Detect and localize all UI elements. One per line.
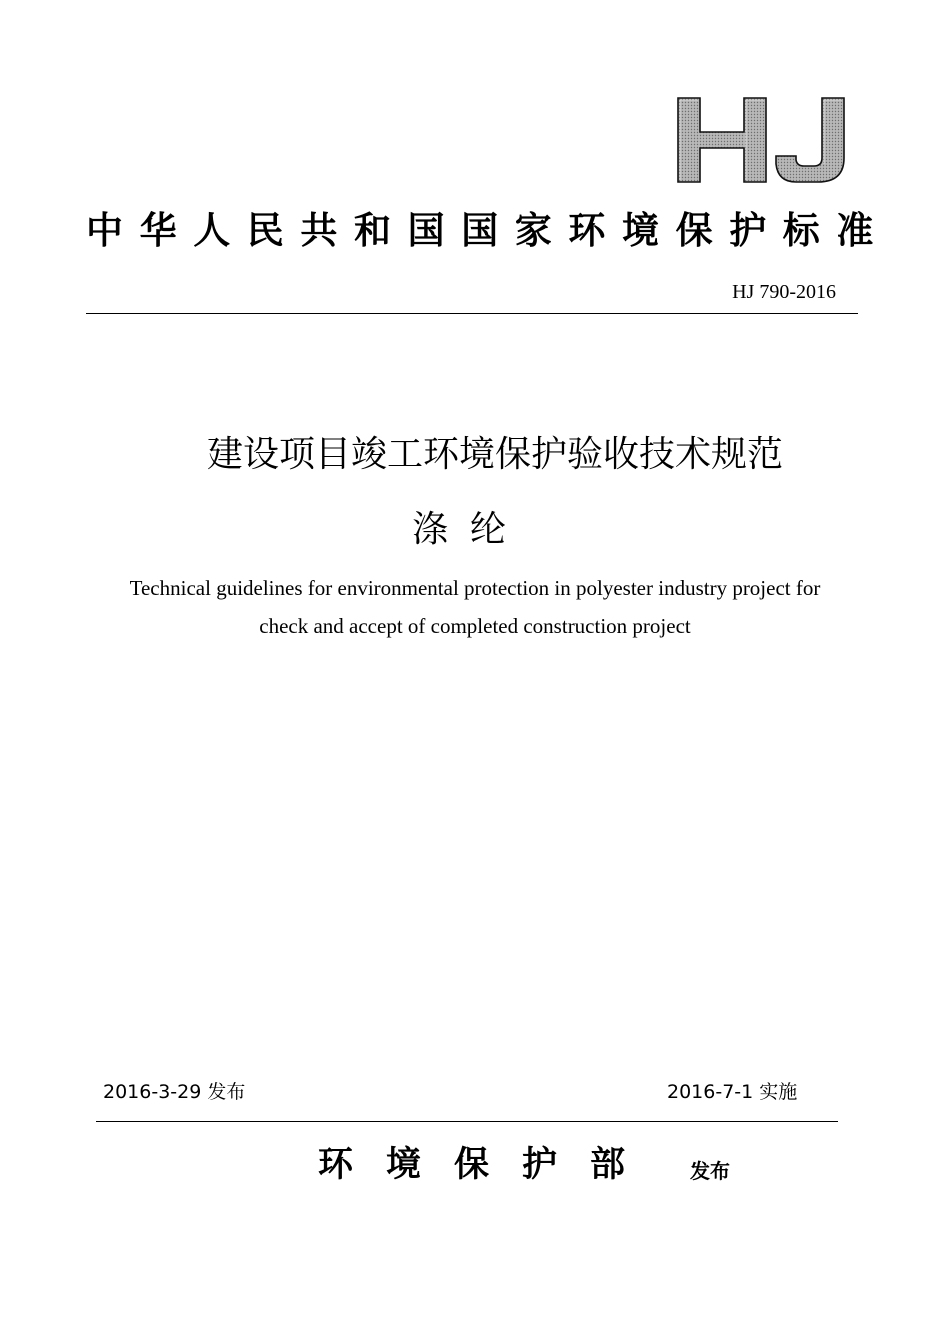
hj-logo-j xyxy=(776,98,844,182)
hj-logo xyxy=(672,92,848,188)
header-divider xyxy=(86,313,858,314)
title-chinese-line2: 涤纶 xyxy=(411,509,528,550)
publish-label: 发布 xyxy=(690,1159,730,1183)
issue-date: 2016-3-29 发布 xyxy=(103,1081,246,1103)
effective-date: 2016-7-1 实施 xyxy=(667,1081,798,1103)
standard-number: HJ 790-2016 xyxy=(732,281,836,303)
title-chinese-line1: 建设项目竣工环境保护验收技术规范 xyxy=(206,434,783,475)
publisher-name: 环境保护部 xyxy=(318,1145,659,1185)
hj-logo-h xyxy=(678,98,766,182)
title-english-line1: Technical guidelines for environmental protection in polyester industry project for xyxy=(129,576,821,600)
standard-category: 中华人民共和国国家环境保护标准 xyxy=(86,209,890,252)
title-english-line2: check and accept of completed construction project xyxy=(259,614,691,638)
footer-divider xyxy=(96,1121,838,1122)
